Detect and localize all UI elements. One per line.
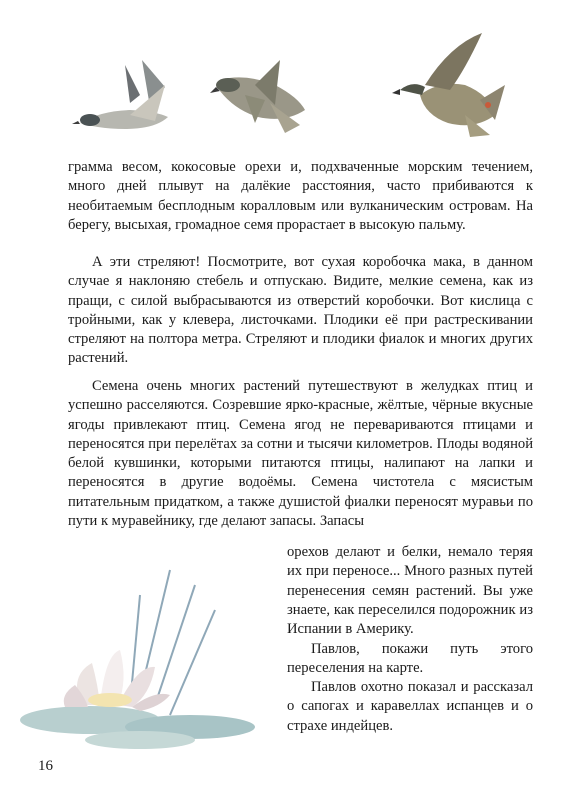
paragraph-squirrels	[287, 543, 533, 639]
paragraph-text: грамма весом, кокосовые орехи и, подхваченные морским течением, много дней плывут на далёкие расстояния, часто прибиваются к необитаемым бесплодным коралловым или вулканическим островам. На берегу, высыхая, громадное семя прорастает в высокую пальму.	[68, 159, 533, 233]
paragraph-text: А эти стреляют! Посмотрите, вот сухая коробочка мака, в данном случае я наклоняю стебель и отпускаю. Видите, мелкие семена, как из пращи, с силой выбрасываются из отверстий коробочки. Вот кислица с тройными, как у клевера, листочками. Плодики её при растрескивании стреляют на полтора метра. Стреляют и плодики фиалок и многих других растений.	[68, 254, 533, 367]
paragraph-text: Павлов, покажи путь этого переселения на карте.	[287, 641, 533, 677]
paragraph-text: орехов делают и белки, немало теряя их при переносе... Много разных путей перенесения семян растений. Вы уже знаете, как переселился подорожник из Испании в Америку.	[287, 544, 533, 638]
paragraph-text: Павлов охотно показал и рассказал о сапогах и каравеллах испанцев и о страхе индейцев.	[287, 679, 533, 734]
duck-middle	[210, 60, 305, 133]
paragraph-coconut	[68, 158, 533, 235]
duck-right	[392, 33, 505, 137]
page-number: 16	[38, 758, 53, 774]
paragraph-shooting-seeds	[68, 253, 533, 369]
lily-pads	[20, 706, 255, 749]
lily-flower	[64, 650, 170, 711]
paragraph-pavlov-map	[287, 640, 533, 679]
paragraph-text: Семена очень многих растений путешествуют в желудках птиц и успешно расселяются. Созревшие ярко-красные, жёлтые, чёрные вкусные ягоды привлекают птиц. Семена ягод не перевариваются птицами и переносятся при перелётах за сотни и тысячи километров. Плоды водяной белой кувшинки, которыми питаются птицы, налипают на лапки и переносятся в другие водоёмы. Семена чистотела с мясистым питательным придатком, а также душистой фиалки переносят муравьи по пути к муравейнику, где делают запасы. Запасы	[68, 378, 533, 530]
water-lily-illustration	[20, 555, 270, 755]
duck-left	[72, 60, 168, 129]
paragraph-pavlov-story	[287, 678, 533, 736]
flying-ducks-illustration	[70, 25, 510, 155]
paragraph-birds	[68, 377, 533, 531]
